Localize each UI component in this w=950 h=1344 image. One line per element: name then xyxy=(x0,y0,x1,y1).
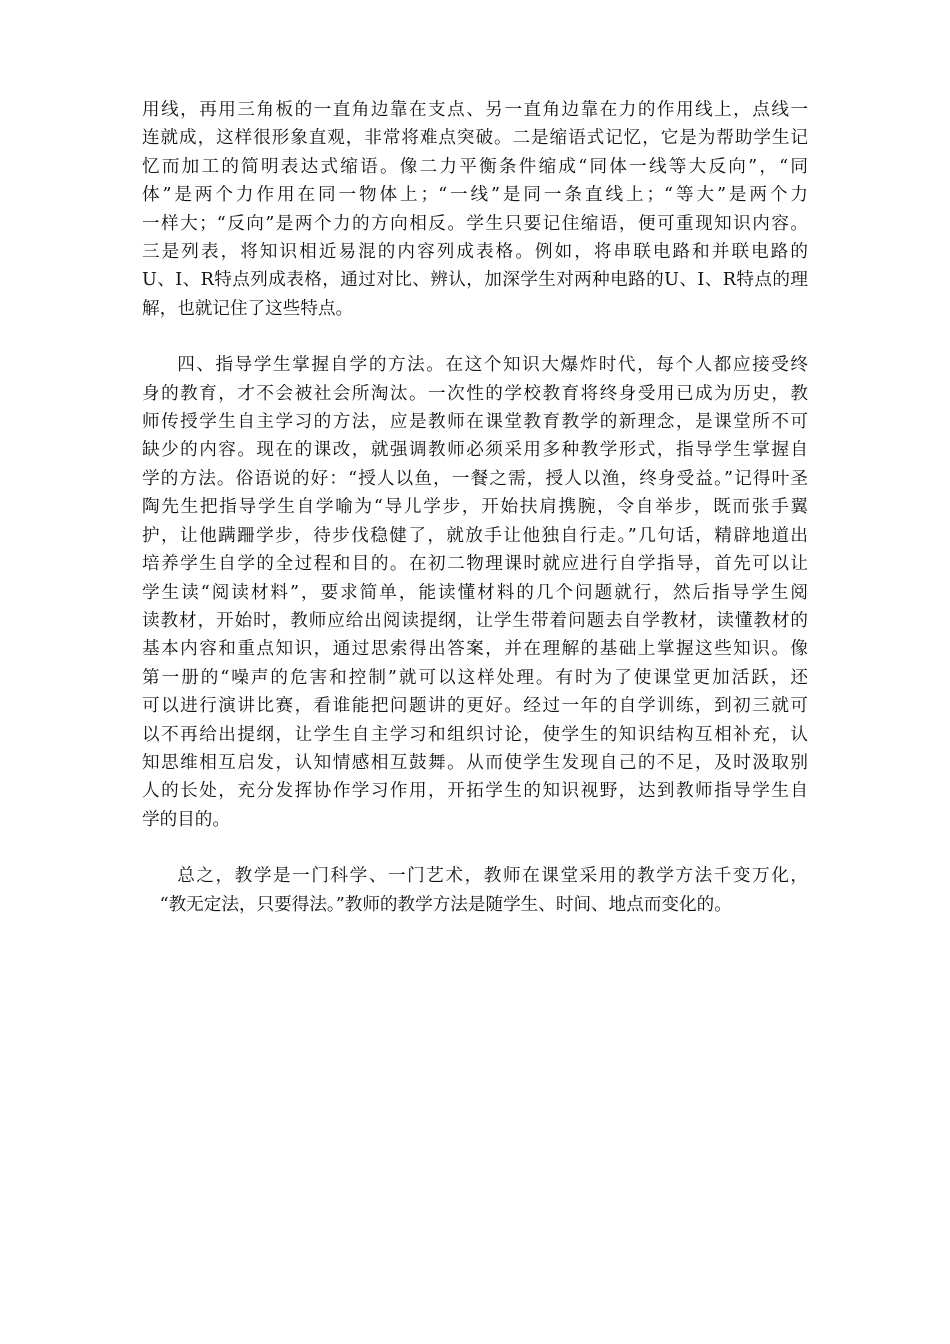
text-line: 总之，教学是一门科学、一门艺术，教师在课堂采用的教学方法千变万化， xyxy=(177,866,808,887)
text-line: 三是列表，将知识相近易混的内容列成表格。例如，将串联电路和并联电路的 xyxy=(142,242,808,263)
text-line: U、I、R特点列成表格，通过对比、辨认，加深学生对两种电路的U、I、R特点的理 xyxy=(142,270,808,291)
text-line: 学的方法。俗语说的好：“授人以鱼，一餐之需，授人以渔，终身受益。”记得叶圣 xyxy=(142,468,808,489)
document-body xyxy=(142,96,808,919)
text-line: 以不再给出提纲，让学生自主学习和组织讨论，使学生的知识结构互相补充，认 xyxy=(142,724,808,745)
paragraph-conclusion xyxy=(142,862,808,919)
text-line: 陶先生把指导学生自学喻为“导儿学步，开始扶肩携腕，令自举步，既而张手翼 xyxy=(142,497,808,518)
text-line: 读教材，开始时，教师应给出阅读提纲，让学生带着问题去自学教材，读懂教材的 xyxy=(142,610,808,631)
text-line: 第一册的“噪声的危害和控制”就可以这样处理。有时为了使课堂更加活跃，还 xyxy=(142,667,808,688)
text-line: 师传授学生自主学习的方法，应是教师在课堂教育教学的新理念，是课堂所不可 xyxy=(142,412,808,433)
paragraph-memory-methods xyxy=(142,96,808,323)
text-line: 一样大；“反向”是两个力的方向相反。学生只要记住缩语，便可重现知识内容。 xyxy=(142,213,808,234)
text-line: 四、指导学生掌握自学的方法。在这个知识大爆炸时代，每个人都应接受终 xyxy=(177,355,808,376)
text-line: 可以进行演讲比赛，看谁能把问题讲的更好。经过一年的自学训练，到初三就可 xyxy=(142,696,808,717)
text-line: 忆而加工的简明表达式缩语。像二力平衡条件缩成“同体一线等大反向”，“同 xyxy=(142,156,808,177)
text-line: “教无定法，只要得法。”教师的教学方法是随学生、时间、地点而变化的。 xyxy=(159,894,732,915)
text-line: 学生读“阅读材料”，要求简单，能读懂材料的几个问题就行，然后指导学生阅 xyxy=(142,582,808,603)
text-line: 身的教育，才不会被社会所淘汰。一次性的学校教育将终身受用已成为历史，教 xyxy=(142,383,808,404)
text-line: 学的目的。 xyxy=(142,809,230,830)
text-line: 知思维相互启发，认知情感相互鼓舞。从而使学生发现自己的不足，及时汲取别 xyxy=(142,752,808,773)
text-line: 解，也就记住了这些特点。 xyxy=(142,298,354,319)
paragraph-self-study xyxy=(142,351,808,834)
text-line: 缺少的内容。现在的课改，就强调教师必须采用多种教学形式，指导学生掌握自 xyxy=(142,440,808,461)
text-line: 护，让他蹒跚学步，待步伐稳健了，就放手让他独自行走。”几句话，精辟地道出 xyxy=(142,525,808,546)
text-line: 连就成，这样很形象直观，非常将难点突破。二是缩语式记忆，它是为帮助学生记 xyxy=(142,128,808,149)
text-line: 培养学生自学的全过程和目的。在初二物理课时就应进行自学指导，首先可以让 xyxy=(142,554,808,575)
text-line: 基本内容和重点知识，通过思索得出答案，并在理解的基础上掌握这些知识。像 xyxy=(142,639,808,660)
text-line: 人的长处，充分发挥协作学习作用，开拓学生的知识视野，达到教师指导学生自 xyxy=(142,781,808,802)
text-line: 体”是两个力作用在同一物体上；“一线”是同一条直线上；“等大”是两个力 xyxy=(142,185,808,206)
text-line: 用线，再用三角板的一直角边靠在支点、另一直角边靠在力的作用线上，点线一 xyxy=(142,100,808,120)
